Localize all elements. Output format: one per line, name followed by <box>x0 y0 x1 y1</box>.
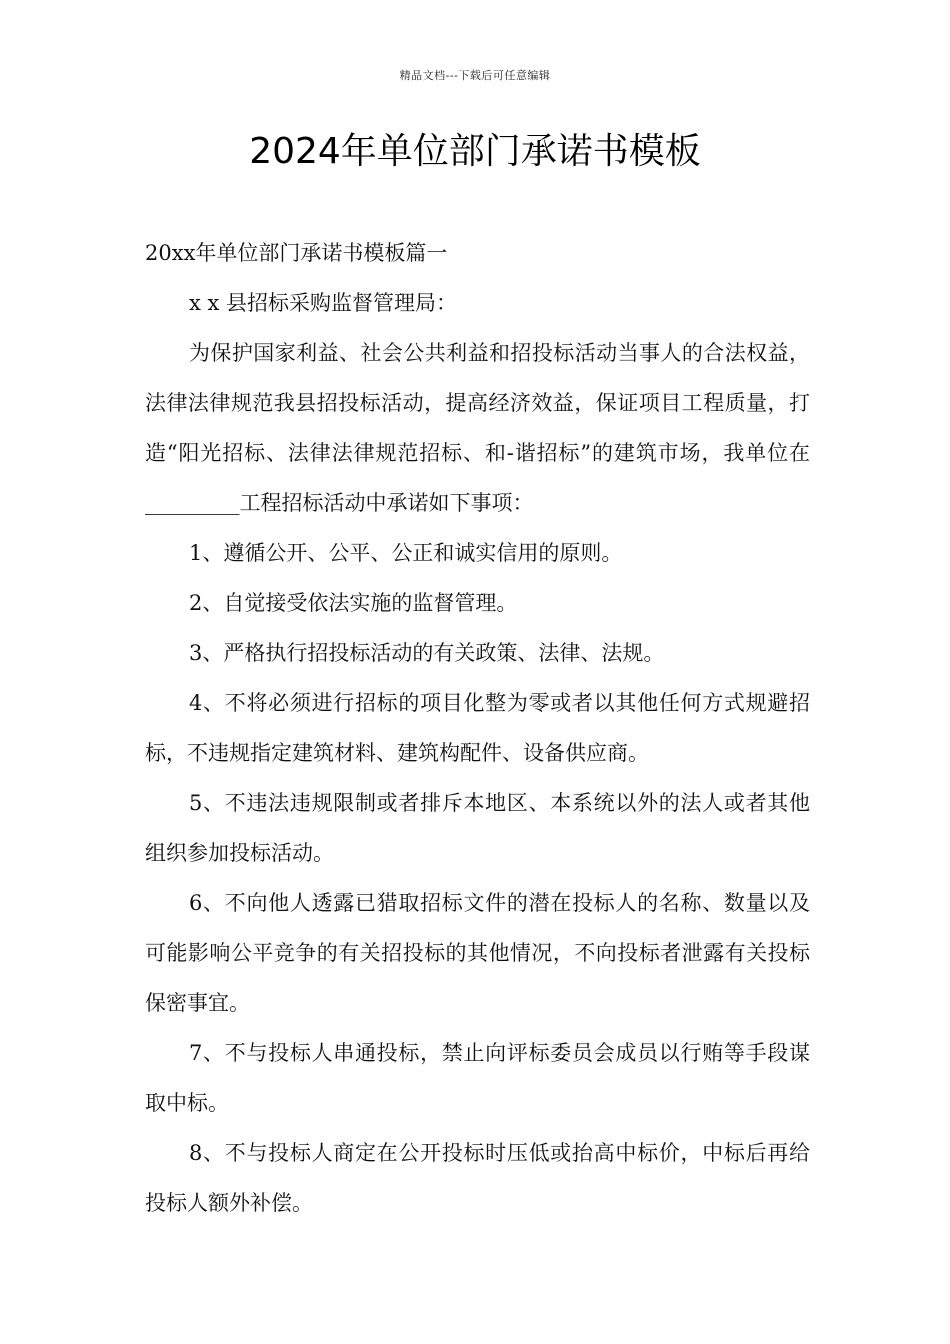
commitment-item-8: 8、不与投标人商定在公开投标时压低或抬高中标价，中标后再给投标人额外补偿。 <box>145 1141 810 1215</box>
addressee: x x 县招标采购监督管理局： <box>189 291 458 315</box>
document-title: 2024年单位部门承诺书模板 <box>249 131 701 172</box>
commitment-item-7: 7、不与投标人串通投标，禁止向评标委员会成员以行贿等手段谋取中标。 <box>145 1041 810 1115</box>
commitment-item-3: 3、严格执行招投标活动的有关政策、法律、法规。 <box>189 641 665 665</box>
commitment-item-6: 6、不向他人透露已猎取招标文件的潜在投标人的名称、数量以及可能影响公平竞争的有关招投标的其他情况，不向投标者泄露有关投标保密事宜。 <box>145 891 810 1015</box>
commitment-item-2: 2、自觉接受依法实施的监督管理。 <box>189 591 518 615</box>
commitment-item-4: 4、不将必须进行招标的项目化整为零或者以其他任何方式规避招标，不违规指定建筑材料、建筑构配件、设备供应商。 <box>145 691 810 765</box>
document-body <box>145 228 810 1228</box>
header-note: 精品文档---下载后可任意编辑 <box>399 69 551 82</box>
intro-paragraph: 为保护国家利益、社会公共利益和招投标活动当事人的合法权益，法律法律规范我县招投标活动，提高经济效益，保证项目工程质量，打造“阳光招标、法律法律规范招标、和-谐招标”的建筑市场，我单位在_________工程招标活动中承诺如下事项： <box>145 341 810 515</box>
section-heading: 20xx年单位部门承诺书模板篇一 <box>145 241 448 265</box>
commitment-item-1: 1、遵循公开、公平、公正和诚实信用的原则。 <box>189 541 623 565</box>
commitment-item-5: 5、不违法违规限制或者排斥本地区、本系统以外的法人或者其他组织参加投标活动。 <box>145 791 810 865</box>
